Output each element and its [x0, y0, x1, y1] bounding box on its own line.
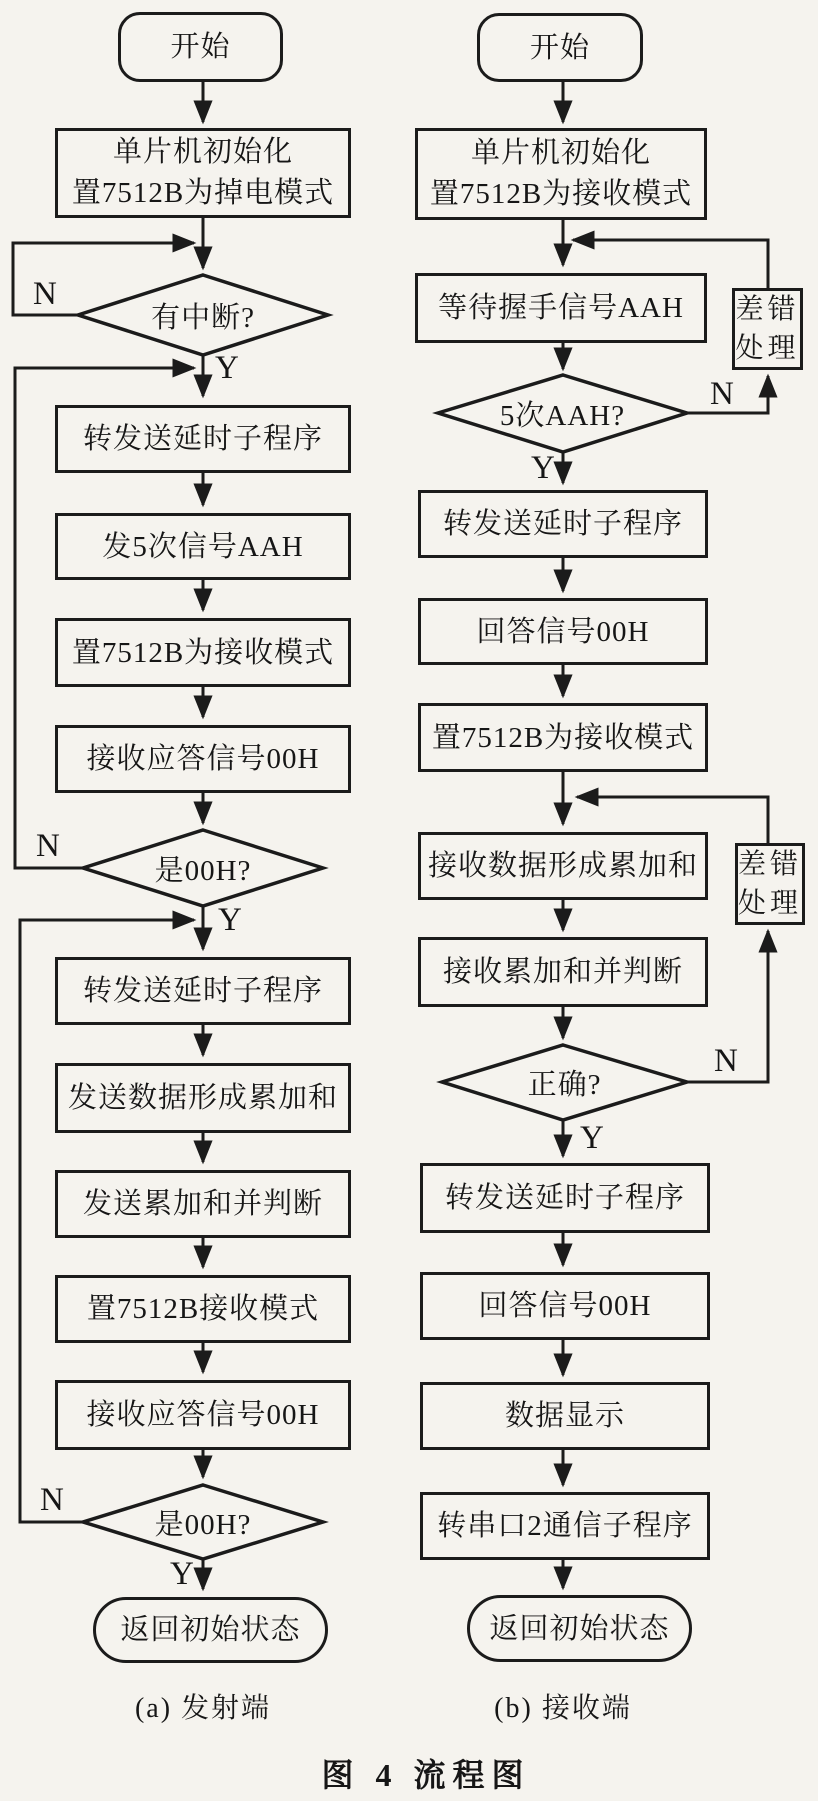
b-yes-label-2: Y [580, 1120, 604, 1156]
b-delay-subroutine-box-1: 转发送延时子程序 [418, 490, 708, 558]
a-send-aah-box: 发5次信号AAH [55, 513, 351, 580]
b-decision-correct-label: 正确? [527, 1068, 602, 1101]
b-reply-00h-box-1: 回答信号00H [418, 598, 708, 665]
b-wait-handshake-box: 等待握手信号AAH [415, 273, 707, 343]
a-no-label-2: N [36, 828, 60, 864]
a-caption: (a) 发射端 [134, 1693, 272, 1724]
b-no-label-1: N [710, 376, 734, 412]
a-start-node: 开始 [118, 12, 283, 82]
b-error1-line1: 差错 [735, 294, 800, 325]
a-no-label-3: N [40, 1482, 64, 1518]
b-delay-subroutine-box-2: 转发送延时子程序 [420, 1163, 710, 1233]
a-decision-is00h-2-label: 是00H? [154, 1508, 252, 1541]
a-set-receive-mode-box: 置7512B为接收模式 [55, 618, 351, 687]
a-delay-subroutine-box-1: 转发送延时子程序 [55, 405, 351, 473]
b-init-box [415, 128, 707, 220]
b-init-line1: 单片机初始化 [470, 137, 651, 169]
figure-caption: 图 4 流程图 [321, 1757, 531, 1793]
a-delay-subroutine-box-2: 转发送延时子程序 [55, 957, 351, 1025]
b-decision-5aah-label: 5次AAH? [499, 399, 626, 432]
a-receive-ack-box-2: 接收应答信号00H [55, 1380, 351, 1450]
b-no-label-2: N [714, 1043, 738, 1079]
b-end-node: 返回初始状态 [467, 1595, 692, 1662]
a-init-line2: 置7512B为掉电模式 [71, 177, 335, 209]
a-end-node: 返回初始状态 [93, 1597, 328, 1663]
a-yes-label-3: Y [170, 1556, 194, 1592]
b-serial2-subroutine-box: 转串口2通信子程序 [420, 1492, 710, 1560]
b-error2-line1: 差错 [738, 849, 803, 880]
b-yes-label-1: Y [531, 450, 555, 486]
b-receive-data-checksum-box: 接收数据形成累加和 [418, 832, 708, 900]
a-init-line1: 单片机初始化 [112, 136, 293, 168]
b-init-line2: 置7512B为接收模式 [429, 178, 693, 210]
a-init-box [55, 128, 351, 218]
b-error1-line2: 处理 [735, 333, 800, 364]
b-error-handling-box-1 [732, 288, 803, 370]
b-receive-checksum-judge-box: 接收累加和并判断 [418, 937, 708, 1007]
b-set-receive-mode-box: 置7512B为接收模式 [418, 703, 708, 772]
b-start-node: 开始 [477, 13, 643, 82]
a-set-receive-mode-box-2: 置7512B接收模式 [55, 1275, 351, 1343]
b-error2-line2: 处理 [738, 888, 803, 919]
a-yes-label-2: Y [218, 902, 242, 938]
a-receive-ack-box-1: 接收应答信号00H [55, 725, 351, 793]
b-reply-00h-box-2: 回答信号00H [420, 1272, 710, 1340]
a-no-label-1: N [33, 276, 57, 312]
a-decision-is00h-1-label: 是00H? [154, 854, 252, 887]
a-send-data-checksum-box: 发送数据形成累加和 [55, 1063, 351, 1133]
a-decision-interrupt-label: 有中断? [151, 301, 255, 334]
b-data-display-box: 数据显示 [420, 1382, 710, 1450]
b-caption: (b) 接收端 [494, 1693, 632, 1724]
a-send-checksum-judge-box: 发送累加和并判断 [55, 1170, 351, 1238]
b-error-handling-box-2 [735, 843, 805, 925]
a-yes-label-1: Y [215, 350, 239, 386]
